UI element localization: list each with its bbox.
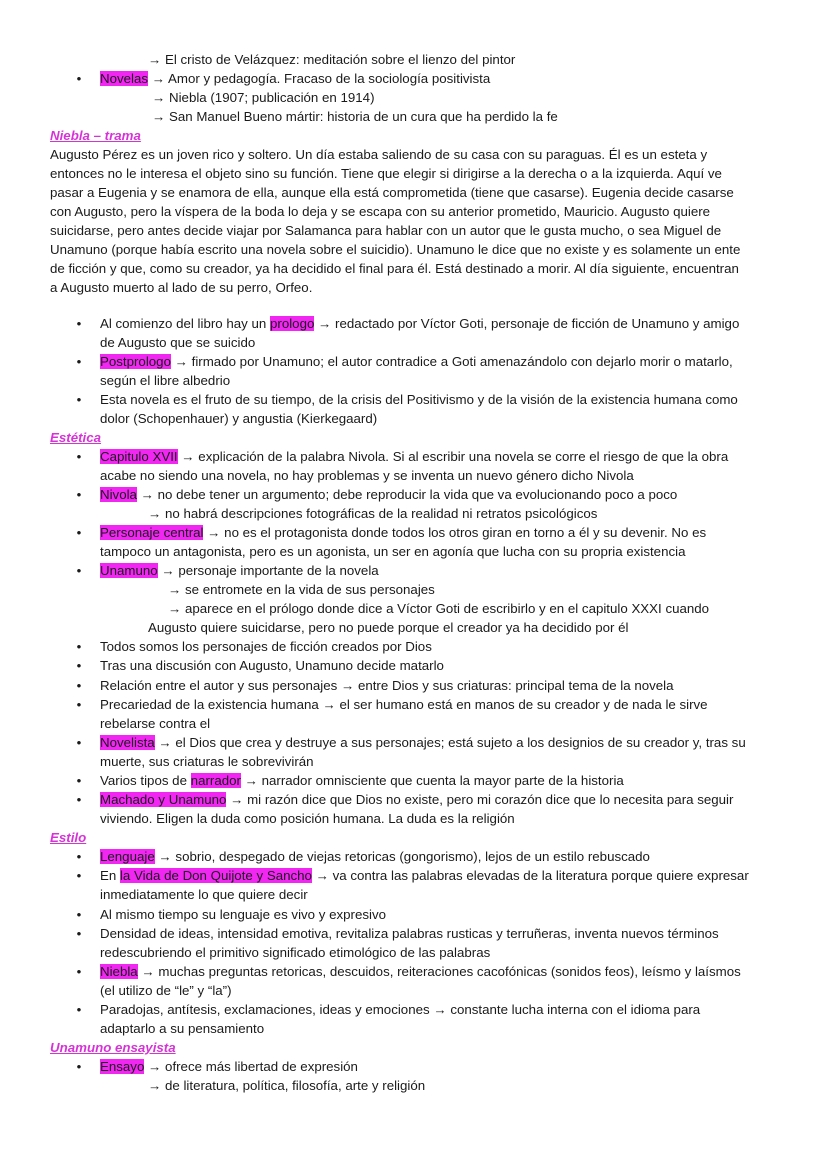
lenguaje-line: Lenguaje → sobrio, despegado de viejas retoricas (gongorismo), lejos de un estilo rebuscado — [100, 849, 650, 864]
heading-niebla-trama: Niebla – trama — [50, 128, 141, 143]
paradojas-line-2: adaptarlo a su pensamiento — [100, 1021, 265, 1036]
personaje-line: Personaje central → no es el protagonista donde todos los otros giran en torno a él y su devenir. No es — [100, 525, 707, 540]
heading-estilo: Estilo — [50, 830, 87, 845]
personaje-highlight: Personaje central — [100, 525, 204, 540]
unamuno-line: Unamuno → personaje importante de la novela — [100, 563, 379, 578]
bullet: • — [76, 697, 82, 712]
lenguaje-highlight: Lenguaje — [100, 849, 155, 864]
novelas-highlight: Novelas — [100, 71, 149, 86]
bullet: • — [76, 678, 82, 693]
densidad-line-2: redescubriendo el primitivo significado etimológico de las palabras — [100, 945, 491, 960]
precariedad-line: Precariedad de la existencia humana → el ser humano está en manos de su creador y de nada le sirve — [100, 697, 708, 712]
bullet: • — [76, 1059, 82, 1074]
bullet: • — [76, 849, 82, 864]
bullet: • — [76, 907, 82, 922]
bullet: • — [76, 392, 82, 407]
machado-line: Machado y Unamuno → mi razón dice que Dios no existe, pero mi corazón dice que lo necesita para seguir — [100, 792, 734, 807]
bullet: • — [76, 868, 82, 883]
narrador-highlight: narrador — [190, 773, 241, 788]
prologo-line: Al comienzo del libro hay un prologo → redactado por Víctor Goti, personaje de ficción de Unamuno y amigo — [100, 316, 740, 331]
trama-line: entonces no le interesa el objeto sino su función. Tiene que elegir si dirigirse a la derecha o a la izquierda. Aquí ve — [50, 166, 722, 181]
postprologo-line: Postprologo → firmado por Unamuno; el autor contradice a Goti amenazándolo con dejarlo morir o matarlo, — [100, 354, 733, 369]
bullet: • — [76, 563, 82, 578]
prologo-highlight: prologo — [270, 316, 315, 331]
densidad-line: Densidad de ideas, intensidad emotiva, revitaliza palabras rusticas y terruñeras, inventa nuevos términos — [100, 926, 719, 941]
bullet: • — [76, 792, 82, 807]
san-manuel-line: → San Manuel Bueno mártir: historia de un cura que ha perdido la fe — [152, 109, 558, 124]
mismo-line: Al mismo tiempo su lenguaje es vivo y expresivo — [100, 907, 387, 922]
trama-line: con Augusto, pero la víspera de la boda lo deja y se escapa con su anterior prometido, Mauricio. Augusto quiere — [50, 204, 711, 219]
bullet: • — [76, 639, 82, 654]
niebla-estilo-line: Niebla → muchas preguntas retoricas, descuidos, reiteraciones cacofónicas (sonidos feos), leísmo y laísmos — [100, 964, 741, 979]
bullet: • — [76, 71, 82, 86]
bullet: • — [76, 316, 82, 331]
niebla-date-line: → Niebla (1907; publicación en 1914) — [152, 90, 375, 105]
heading-unamuno-ensayista: Unamuno ensayista — [50, 1040, 176, 1055]
bullet: • — [76, 449, 82, 464]
personaje-line-2: tampoco un antagonista, pero es un agonista, un ser en agonía que lucha con su propria existencia — [100, 544, 686, 559]
quijote-highlight: la Vida de Don Quijote y Sancho — [119, 868, 312, 883]
bullet: • — [76, 1002, 82, 1017]
trama-line: de ficción y que, como su creador, ya ha decidido el final para él. Está destinado a morir. Al día siguiente, encuentran — [50, 261, 739, 276]
trama-line: Unamuno (porque había escrito una novela sobre el suicidio). Unamuno le dice que no existe y es solamente un ente — [50, 242, 741, 257]
machado-line-2: viviendo. Eligen la duda como posición humana. La duda es la religión — [100, 811, 515, 826]
postprologo-line-2: según el libre albedrio — [100, 373, 231, 388]
bullet: • — [76, 525, 82, 540]
trama-line: suicidarse, pero antes decide viajar por Salamanca para hablar con un autor que le gusta mucho, o sea Miguel de — [50, 223, 722, 238]
capitulo-line-2: acabe no siendo una novela, no hay problemas y se inventa un nuevo género dicho Nivola — [100, 468, 634, 483]
niebla-highlight: Niebla — [100, 964, 138, 979]
bullet: • — [76, 487, 82, 502]
novelista-line-2: muerte, sus criaturas le sobrevivirán — [100, 754, 314, 769]
nivola-highlight: Nivola — [100, 487, 137, 502]
prologo-line-2: de Augusto que se suicido — [100, 335, 256, 350]
trama-line: a Augusto muerto al lado de su perro, Orfeo. — [50, 280, 313, 295]
bullet: • — [76, 926, 82, 941]
novelas-line: Novelas → Amor y pedagogía. Fracaso de la sociología positivista — [100, 71, 491, 86]
fruto-line-2: dolor (Schopenhauer) y angustia (Kierkegaard) — [100, 411, 378, 426]
ensayo-highlight: Ensayo — [100, 1059, 145, 1074]
capitulo-highlight: Capitulo XVII — [100, 449, 178, 464]
relacion-line: Relación entre el autor y sus personajes → entre Dios y sus criaturas: principal tema de la novela — [100, 678, 674, 693]
postprologo-highlight: Postprologo — [100, 354, 171, 369]
precariedad-line-2: rebelarse contra el — [100, 716, 211, 731]
bullet: • — [76, 773, 82, 788]
ensayo-subline: → de literatura, política, filosofía, arte y religión — [148, 1078, 426, 1093]
tras-line: Tras una discusión con Augusto, Unamuno decide matarlo — [100, 658, 444, 673]
ensayo-line: Ensayo → ofrece más libertad de expresión — [100, 1059, 358, 1074]
unamuno-highlight: Unamuno — [100, 563, 158, 578]
fruto-line: Esta novela es el fruto de su tiempo, de la crisis del Positivismo y de la visión de la existencia humana como — [100, 392, 738, 407]
bullet: • — [76, 964, 82, 979]
trama-line: pasar a Eugenia y se enamora de ella, aunque ella está comprometida (tiene que casarse). Eugenia decide casarse — [50, 185, 734, 200]
unamuno-subline: → se entromete en la vida de sus personajes — [168, 582, 435, 597]
novelista-line: Novelista → el Dios que crea y destruye a sus personajes; está sujeto a los designios de su creador y, tras su — [100, 735, 746, 750]
velazquez-line: → El cristo de Velázquez: meditación sobre el lienzo del pintor — [148, 52, 516, 67]
nivola-line: Nivola → no debe tener un argumento; debe reproducir la vida que va evolucionando poco a poco — [100, 487, 678, 502]
quijote-line: En la Vida de Don Quijote y Sancho → va contra las palabras elevadas de la literatura porque quiere expresar — [100, 868, 749, 883]
bullet: • — [76, 735, 82, 750]
nivola-subline: → no habrá descripciones fotográficas de la realidad ni retratos psicológicos — [148, 506, 598, 521]
bullet: • — [76, 658, 82, 673]
quijote-line-2: inmediatamente lo que quiere decir — [100, 887, 308, 902]
varios-line: Varios tipos de narrador → narrador omnisciente que cuenta la mayor parte de la historia — [100, 773, 624, 788]
trama-line: Augusto Pérez es un joven rico y soltero. Un día estaba saliendo de su casa con su paraguas. Él es un esteta y — [50, 147, 708, 162]
novelista-highlight: Novelista — [100, 735, 155, 750]
niebla-estilo-line-2: (el utilizo de “le” y “la”) — [100, 983, 232, 998]
bullet: • — [76, 354, 82, 369]
paradojas-line: Paradojas, antítesis, exclamaciones, ideas y emociones → constante lucha interna con el idioma para — [100, 1002, 701, 1017]
machado-highlight: Machado y Unamuno — [100, 792, 227, 807]
todos-line: Todos somos los personajes de ficción creados por Dios — [100, 639, 432, 654]
unamuno-subline: Augusto quiere suicidarse, pero no puede porque el creador ya ha decidido por él — [148, 620, 629, 635]
unamuno-subline: → aparece en el prólogo donde dice a Víctor Goti de escribirlo y en el capitulo XXXI cuando — [168, 601, 710, 616]
heading-estetica: Estética — [50, 430, 101, 445]
capitulo-line: Capitulo XVII → explicación de la palabra Nivola. Si al escribir una novela se corre el riesgo de que la obra — [100, 449, 729, 464]
